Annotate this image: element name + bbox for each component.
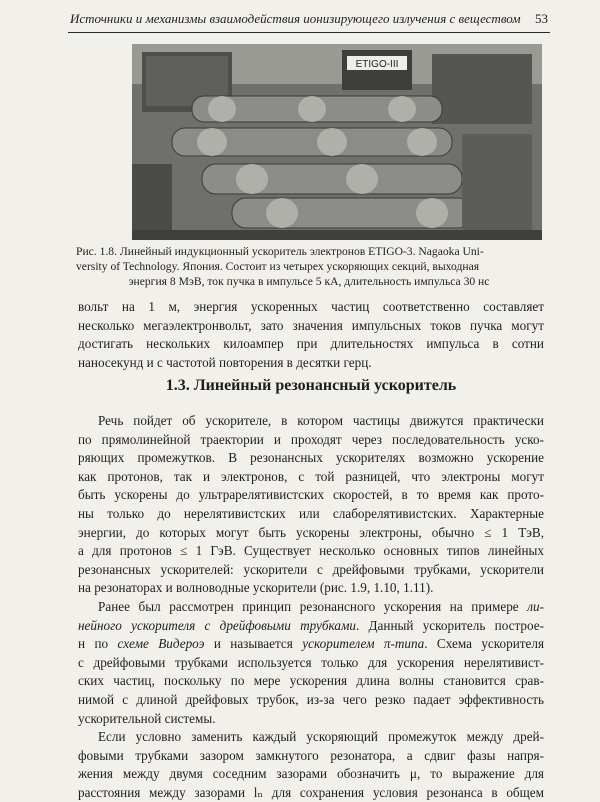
accelerator-photo [132,44,542,240]
text-line: Если условно заменить каждый ускоряющий промежуток между дрей- [98,729,544,745]
text-line: ских частиц, поскольку по мере ускорения длина волны становится срав- [78,673,544,689]
emphasis-run: нейного ускорителя с дрейфовыми трубками [78,617,356,633]
page-number: 53 [535,11,548,26]
text-line: расстояния между зазорами lₙ для сохранения условия резонанса в общем [78,784,544,800]
text-line: быть ускорены до ультрарелятивистских скоростей, в то время как прото- [78,487,544,503]
emphasis-run: схеме Видероэ [117,636,205,652]
text-line: фовыми трубками зазором замкнутого резонатора, а сдвиг фазы напря- [78,747,544,763]
text-run: и называется [213,636,293,652]
emphasis-run: ускорителем π-типа [302,636,425,652]
text-line: достигать нескольких килоампер при длительностях импульса в сотни [78,336,544,352]
emphasis-run: ли- [527,598,544,614]
text-run: Ранее был рассмотрен принцип резонансного ускорения на примере [98,598,519,614]
text-line: на резонаторах и волноводные ускорители (рис. 1.9, 1.10, 1.11). [78,580,434,596]
text-line: резонансных ускорителей: ускорители с дрейфовыми трубками, ускорители [78,561,544,577]
text-line: с дрейфовыми трубками используется только для ускорения нерелятивист- [78,654,544,670]
text-line [78,598,544,617]
header-title: Источники и механизмы взаимодействия ионизирующего излучения с веществом [70,11,521,26]
caption-line: энергия 8 МэВ, ток пучка в импульсе 5 кА, длительность импульса 30 нс [128,275,490,288]
intro-paragraph [78,298,544,372]
text-line [78,635,544,654]
text-line: ны только до нерелятивистских или слаборелятивистских. Характерные [78,505,544,521]
text-run: . Схема ускорителя [424,636,545,652]
text-run: н по [78,636,109,652]
text-line [78,617,544,636]
text-line: наносекунд и с частотой повторения в десятки герц. [78,354,372,370]
text-line: ускорительной системы. [78,710,216,726]
running-header [68,8,550,33]
text-line: ряющих промежутков. В резонансных ускорителях возможно ускорение [78,450,544,466]
text-line: нимой с длиной дрейфовых трубок, из-за чего резко падает эффективность [78,691,544,707]
caption-line: Рис. 1.8. Линейный индукционный ускоритель электронов ETIGO-3. Nagaoka Uni- [76,245,484,258]
figure-caption [76,244,542,289]
caption-line: versity of Technology. Япония. Состоит из четырех ускоряющих секций, выходная [76,260,480,273]
text-line: энергии, до которых могут быть ускорены электроны, обычно ≤ 1 ТэВ, [78,524,544,540]
text-line: вольт на 1 м, энергия ускоренных частиц соответственно составляет [78,299,544,314]
text-line: Речь пойдет об ускорителе, в котором частицы движутся практически [98,413,544,428]
text-run: . Данный ускоритель построе- [355,617,544,633]
section-heading: 1.3. Линейный резонансный ускоритель [165,377,457,394]
text-line: по прямолинейной траектории и проходят через последовательность уско- [78,431,544,447]
text-line: а для протонов ≤ 1 ГэВ. Существует несколько основных типов линейных [78,543,544,559]
text-line: как протонов, так и электронов, с той разницей, что электроны могут [78,468,544,484]
photo-label: ETIGO-III [355,59,399,70]
section-body [78,412,544,802]
text-line: жения между двумя соседним зазорами обозначить μ, то выражение для [78,766,544,782]
text-line: несколько мегаэлектронвольт, зато значения импульсных токов пучка могут [78,317,544,333]
accelerator-illustration [132,44,542,240]
